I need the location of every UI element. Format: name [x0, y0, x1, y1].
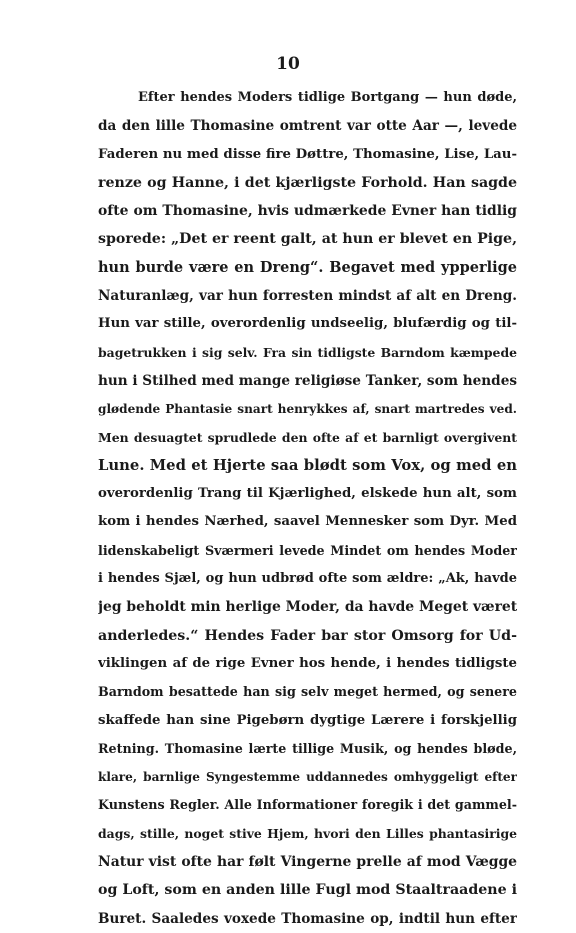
text-line: lidenskabeligt Sværmeri levede Mindet om hendes Moder [98, 542, 517, 558]
text-line: Efter hendes Moders tidlige Bortgang — hun døde, [138, 90, 517, 105]
page-number: 10 [276, 54, 300, 74]
text-line: Lune. Med et Hjerte saa blødt som Vox, og med en [98, 456, 517, 474]
text-line: Retning. Thomasine lærte tillige Musik, og hendes bløde, [98, 740, 517, 756]
text-line: hun i Stilhed med mange religiøse Tanker, som hendes [98, 372, 517, 389]
text-line: skaffede han sine Pigebørn dygtige Lærere i forskjellig [98, 712, 517, 728]
text-line: da den lille Thomasine omtrent var otte Aar —, levede [98, 118, 517, 135]
text-line: sporede: „Det er reent galt, at hun er blevet en Pige, [98, 231, 517, 248]
text-line: og Loft, som en anden lille Fugl mod Staaltraadene i [98, 882, 517, 899]
text-line: ofte om Thomasine, hvis udmærkede Evner han tidlig [98, 203, 517, 220]
text-line: Barndom besattede han sig selv meget hermed, og senere [98, 684, 517, 700]
text-line: glødende Phantasie snart henrykkes af, snart martredes ved. [98, 402, 517, 417]
text-line: jeg beholdt min herlige Moder, da havde Meget været [98, 599, 517, 616]
text-line: Men desuagtet sprudlede den ofte af et barnligt overgivent [98, 429, 517, 445]
text-line: Kunstens Regler. Alle Informationer foregik i det gammel- [98, 797, 517, 813]
text-line: hun burde være en Dreng“. Begavet med ypperlige [98, 258, 517, 276]
text-line: overordenlig Trang til Kjærlighed, elskede hun alt, som [98, 486, 517, 502]
text-line: i hendes Sjæl, og hun udbrød ofte som ældre: „Ak, havde [98, 571, 517, 587]
text-line: Naturanlæg, var hun forresten mindst af alt en Dreng. [98, 288, 517, 305]
text-line: Hun var stille, overordenlig undseelig, blufærdig og til- [98, 316, 517, 332]
text-line: klare, barnlige Syngestemme uddannedes omhyggeligt efter [98, 770, 517, 785]
body-text [98, 84, 517, 933]
text-line: Natur vist ofte har følt Vingerne prelle af mod Vægge [98, 854, 517, 871]
text-line: viklingen af de rige Evner hos hende, i hendes tidligste [98, 655, 517, 671]
text-line: bagetrukken i sig selv. Fra sin tidligste Barndom kæmpede [98, 344, 517, 360]
text-line: renze og Hanne, i det kjærligste Forhold. Han sagde [98, 174, 517, 191]
text-line: Faderen nu med disse fire Døttre, Thomasine, Lise, Lau- [98, 146, 517, 162]
text-line: dags, stille, noget stive Hjem, hvori den Lilles phantasirige [98, 825, 517, 841]
text-line: Buret. Saaledes voxede Thomasine op, indtil hun efter [98, 910, 517, 927]
text-line: kom i hendes Nærhed, saavel Mennesker som Dyr. Med [98, 514, 517, 530]
text-line: anderledes.“ Hendes Fader bar stor Omsorg for Ud- [98, 627, 517, 644]
